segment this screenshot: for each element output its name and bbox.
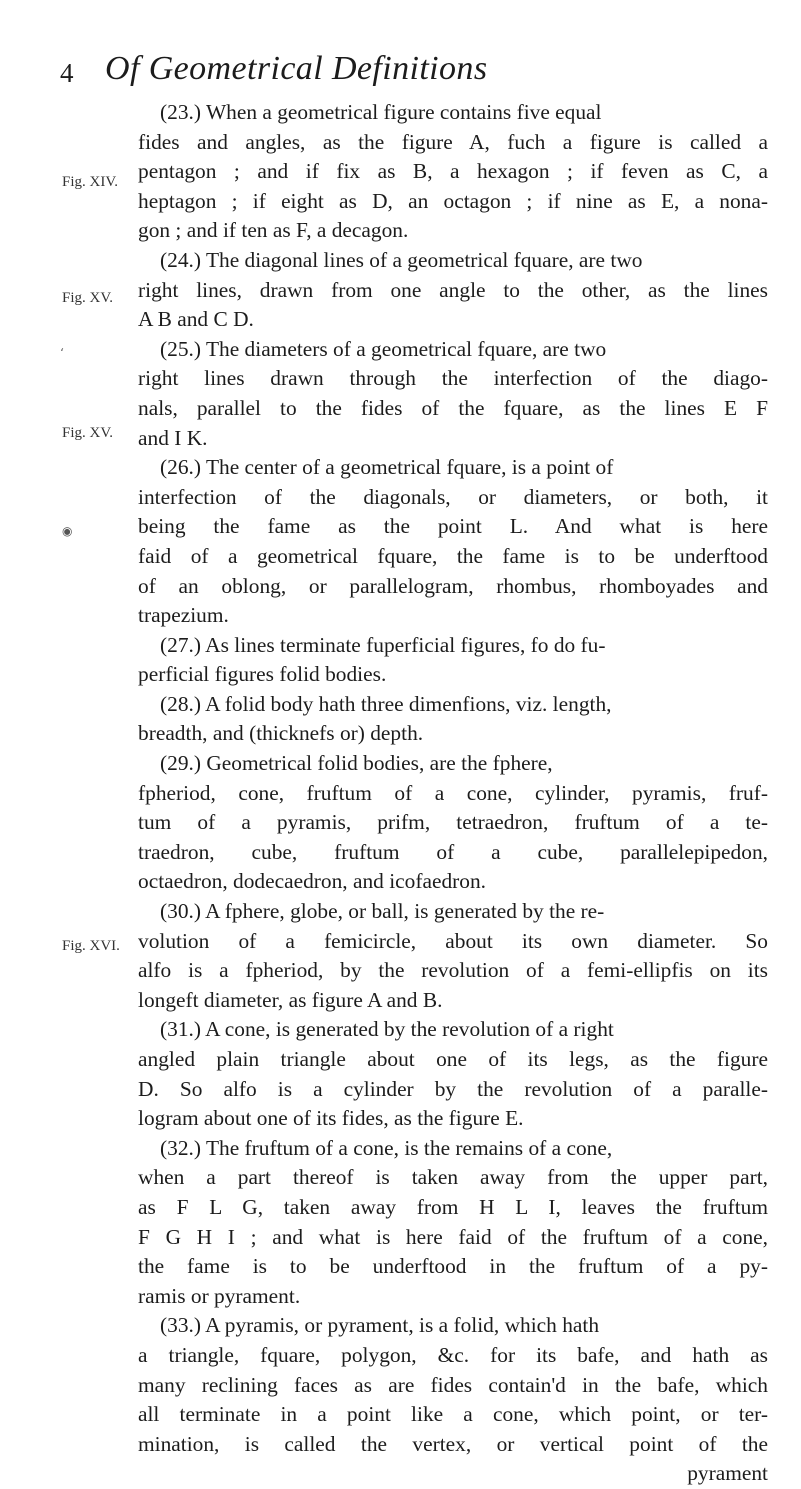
text-line: interfection of the diagonals, or diameters, or both, it: [138, 484, 768, 509]
text-line: A B and C D.: [138, 307, 254, 332]
text-line: when a part thereof is taken away from the upper part,: [138, 1165, 768, 1190]
text-line: right lines drawn through the interfection of the diago-: [138, 366, 768, 391]
text-line: the fame is to be underftood in the fruftum of a py-: [138, 1254, 768, 1279]
running-head: Of Geometrical Definitions: [105, 50, 488, 87]
margin-fig-xv-second: Fig. XV.: [62, 425, 113, 441]
text-line: (33.) A pyramis, or pyrament, is a folid, which hath: [160, 1313, 600, 1338]
text-line: breadth, and (thicknefs or) depth.: [138, 721, 424, 746]
text-line: tum of a pyramis, prifm, tetraedron, fruftum of a te-: [138, 810, 768, 835]
text-line: of an oblong, or parallelogram, rhombus, rhomboyades and: [138, 573, 768, 598]
margin-fig-xv: Fig. XV.: [62, 290, 113, 306]
text-line: fides and angles, as the figure A, fuch a figure is called a: [138, 129, 768, 154]
ink-blemish: ‘: [60, 346, 64, 360]
text-line: faid of a geometrical fquare, the fame is to be underftood: [138, 543, 768, 568]
text-line: a triangle, fquare, polygon, &c. for its bafe, and hath as: [138, 1342, 768, 1367]
text-line: perficial figures folid bodies.: [138, 662, 387, 687]
text-line: ramis or pyrament.: [138, 1283, 301, 1308]
text-line: nals, parallel to the fides of the fquare, as the lines E F: [138, 395, 768, 420]
text-line: (23.) When a geometrical figure contains five equal: [160, 100, 602, 124]
text-line: and I K.: [138, 425, 208, 450]
text-line: angled plain triangle about one of its legs, as the figure: [138, 1047, 768, 1071]
text-line: (32.) The fruftum of a cone, is the remains of a cone,: [160, 1135, 613, 1160]
body-text: [138, 98, 768, 1489]
text-line: fpheriod, cone, fruftum of a cone, cylinder, pyramis, fruf-: [138, 780, 768, 805]
text-line: (29.) Geometrical folid bodies, are the fphere,: [160, 751, 553, 776]
text-line: longeft diameter, as figure A and B.: [138, 987, 443, 1012]
text-line: heptagon ; if eight as D, an octagon ; if nine as E, a nona-: [138, 188, 768, 213]
text-line: trapezium.: [138, 603, 229, 628]
text-line: octaedron, dodecaedron, and icofaedron.: [138, 869, 487, 894]
text-line: logram about one of its fides, as the figure E.: [138, 1106, 524, 1131]
text-line: being the fame as the point L. And what is here: [138, 514, 768, 539]
text-line: (31.) A cone, is generated by the revolution of a right: [160, 1017, 614, 1042]
text-line: (24.) The diagonal lines of a geometrical fquare, are two: [160, 247, 643, 272]
text-line: gon ; and if ten as F, a decagon.: [138, 218, 409, 243]
text-line: (30.) A fphere, globe, or ball, is generated by the re-: [160, 899, 605, 924]
text-line: (28.) A folid body hath three dimenfions, viz. length,: [160, 691, 612, 716]
margin-fig-xiv: Fig. XIV.: [62, 174, 118, 190]
text-line: mination, is called the vertex, or vertical point of the: [138, 1431, 768, 1456]
text-line: right lines, drawn from one angle to the other, as the lines: [138, 277, 768, 302]
text-line: (25.) The diameters of a geometrical fquare, are two: [160, 336, 607, 361]
text-line: all terminate in a point like a cone, which point, or ter-: [138, 1402, 768, 1427]
catchword: pyrament: [687, 1461, 768, 1486]
text-line: (26.) The center of a geometrical fquare, is a point of: [160, 455, 614, 480]
text-line: traedron, cube, fruftum of a cube, parallelepipedon,: [138, 839, 768, 864]
text-line: many reclining faces as are fides contain'd in the bafe, which: [138, 1372, 768, 1397]
page-number: 4: [60, 58, 74, 88]
text-line: F G H I ; and what is here faid of the fruftum of a cone,: [138, 1224, 768, 1249]
text-line: D. So alfo is a cylinder by the revolution of a paralle-: [138, 1076, 768, 1101]
margin-fig-xvi: Fig. XVI.: [62, 938, 120, 954]
text-line: alfo is a fpheriod, by the revolution of a femi-ellipfis on its: [138, 958, 768, 983]
text-line: (27.) As lines terminate fuperficial figures, fo do fu-: [160, 632, 606, 657]
text-line: pentagon ; and if fix as B, a hexagon ; if feven as C, a: [138, 159, 768, 184]
ink-blemish: ◉: [62, 524, 73, 538]
text-line: volution of a femicircle, about its own diameter. So: [138, 928, 768, 953]
text-line: as F L G, taken away from H L I, leaves the fruftum: [138, 1194, 768, 1219]
